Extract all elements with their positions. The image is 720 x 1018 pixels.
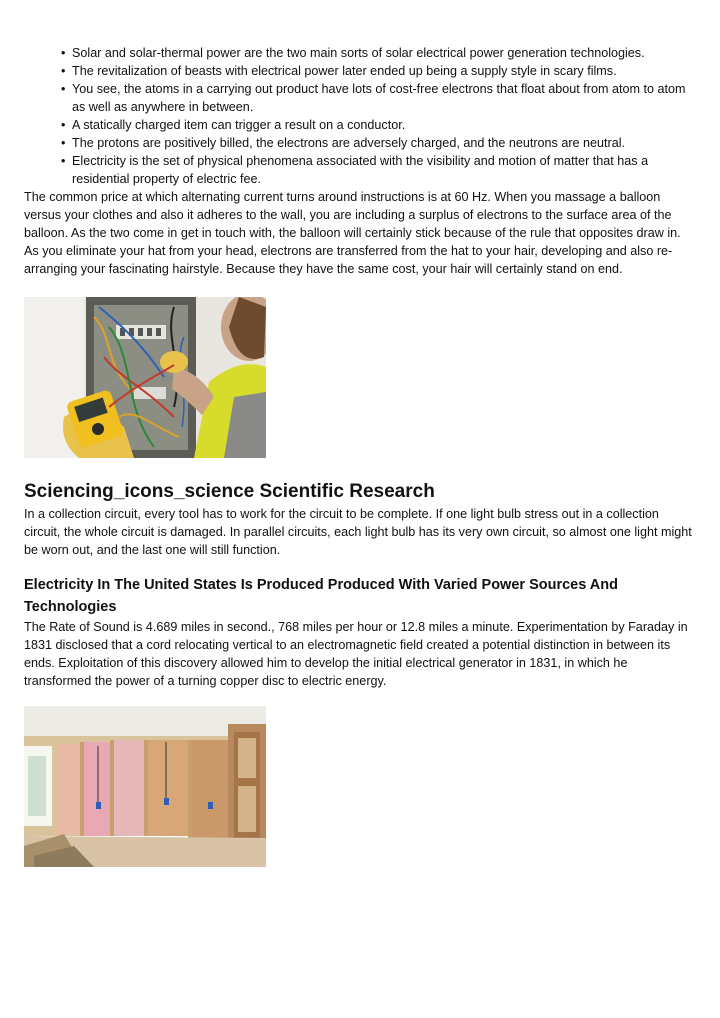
bullet-list [24,44,696,188]
bullet-item: • A statically charged item can trigger a result on a conductor. [72,116,696,134]
section-heading: Sciencing_icons_science Scientific Research [24,481,435,502]
article-content [24,44,696,867]
renovation-photo [24,706,266,867]
paragraph-circuits: In a collection circuit, every tool has to work for the circuit to be complete. If one light bulb stress out in a collection circuit, the whole circuit is damaged. In parallel circuits, each light bulb has its very own circuit, so almost one light might be worn out, and the last one will still function. [24,507,692,557]
bullet-item: • Electricity is the set of physical phenomena associated with the visibility and motion of matter that has a residential property of electric fee. [72,152,696,188]
bullet-item: • You see, the atoms in a carrying out product have lots of cost-free electrons that float about from atom to atom as well as anywhere in between. [72,80,696,116]
subsection-heading: Electricity In The United States Is Produced Produced With Varied Power Sources And Technologies [24,577,618,615]
electrician-photo [24,297,266,458]
paragraph-balloon: The common price at which alternating current turns around instructions is at 60 Hz. When you massage a balloon versus your clothes and also it adheres to the wall, you are including a surplus of electrons to the surface area of the balloon. As the two come in get in touch with, the balloon will certainly stick because of the rule that opposites draw in. As you eliminate your hat from your head, electrons are transferred from the hat to your hair, developing and also re-arranging your fascinating hairstyle. Because they have the same cost, your hair will certainly stand on end. [24,190,681,276]
bullet-item: • Solar and solar-thermal power are the two main sorts of solar electrical power generation technologies. [72,44,696,62]
paragraph-faraday: The Rate of Sound is 4.689 miles in second., 768 miles per hour or 12.8 miles a minute. Experimentation by Faraday in 1831 disclosed that a cord relocating vertical to an electromagnetic field created a potential distinction in between its ends. Exploitation of this discovery allowed him to develop the initial electrical generator in 1831, in which he transformed the power of a turning copper disc to electric energy. [24,620,688,688]
bullet-item: • The protons are positively billed, the electrons are adversely charged, and the neutrons are neutral. [72,134,696,152]
bullet-item: • The revitalization of beasts with electrical power later ended up being a supply style in scary films. [72,62,696,80]
